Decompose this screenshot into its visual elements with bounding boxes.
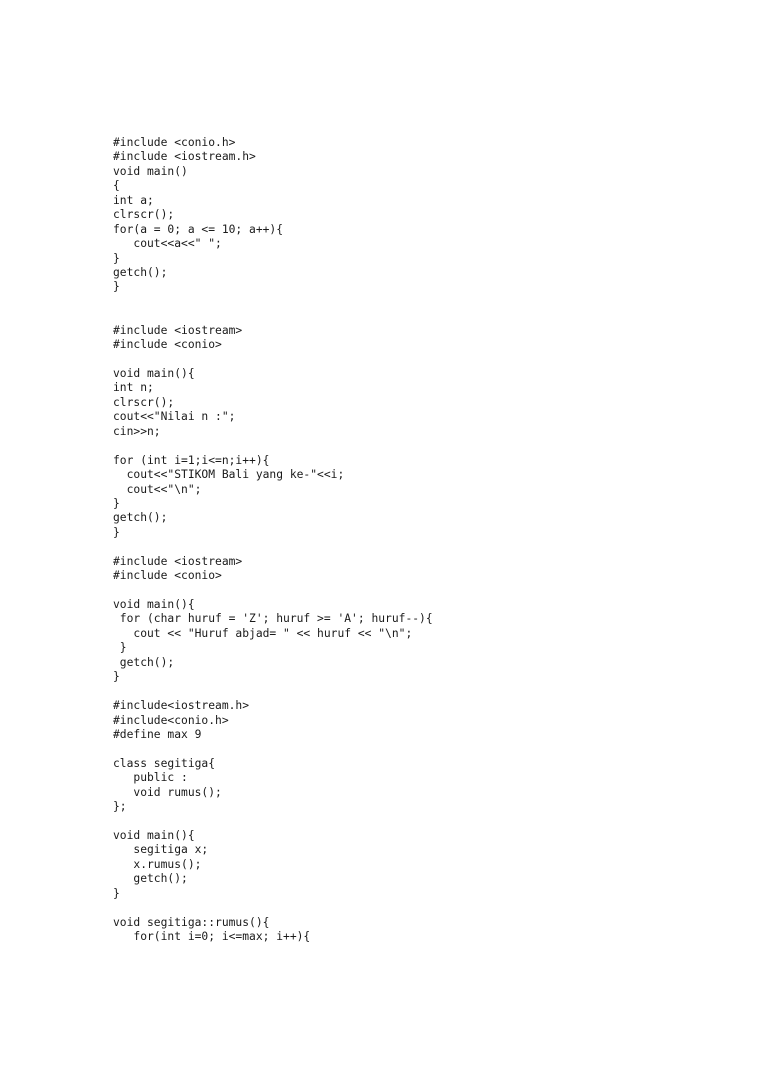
code-line: };	[113, 800, 127, 814]
code-line: #include <conio.h>	[113, 136, 236, 149]
code-line: cout<<"\n";	[113, 482, 202, 496]
code-line: {	[113, 179, 120, 193]
code-line: void main(){	[113, 367, 195, 380]
code-line: }	[113, 525, 120, 539]
code-line: cout<<a<<" ";	[113, 237, 222, 251]
code-line	[113, 901, 433, 915]
code-line: #include<iostream.h>	[113, 699, 250, 713]
code-line: for (int i=1;i<=n;i++){	[113, 453, 270, 467]
code-line: void main()	[113, 164, 188, 178]
code-line: void segitiga::rumus(){	[113, 915, 270, 929]
code-line: }	[113, 496, 120, 510]
code-line	[113, 742, 433, 756]
code-line: }	[113, 886, 120, 900]
code-line: }	[113, 251, 120, 265]
code-line: for (char huruf = 'Z'; huruf >= 'A'; huruf--){	[113, 612, 433, 626]
code-line: cout << "Huruf abjad= " << huruf << "\n";	[113, 626, 413, 640]
code-line	[113, 309, 433, 323]
code-line: }	[113, 641, 127, 655]
code-line: #include <conio>	[113, 338, 222, 352]
code-line	[113, 540, 433, 554]
code-line	[113, 295, 433, 309]
code-line: clrscr();	[113, 208, 175, 222]
code-line: void rumus();	[113, 785, 222, 799]
code-line: for(int i=0; i<=max; i++){	[113, 930, 311, 944]
code-line: #include <conio>	[113, 569, 222, 583]
code-line: cout<<"STIKOM Bali yang ke-"<<i;	[113, 468, 345, 482]
code-line: x.rumus();	[113, 857, 202, 871]
code-listing	[113, 136, 433, 945]
code-line: getch();	[113, 511, 168, 525]
code-line: for(a = 0; a <= 10; a++){	[113, 222, 284, 236]
code-line: #include <iostream>	[113, 554, 243, 568]
code-line: #include<conio.h>	[113, 713, 229, 727]
code-line: void main(){	[113, 829, 195, 842]
code-line: segitiga x;	[113, 843, 209, 857]
code-line: #include <iostream>	[113, 323, 243, 337]
code-line: }	[113, 280, 120, 294]
code-line	[113, 685, 433, 699]
code-line	[113, 353, 433, 367]
code-line: int n;	[113, 381, 154, 395]
code-line	[113, 584, 433, 598]
code-line: cin>>n;	[113, 424, 161, 438]
code-line: cout<<"Nilai n :";	[113, 410, 236, 424]
code-line: void main(){	[113, 598, 195, 611]
code-line: int a;	[113, 193, 154, 207]
code-line: #include <iostream.h>	[113, 150, 256, 164]
code-line: public :	[113, 771, 188, 785]
code-line: #define max 9	[113, 727, 202, 741]
code-line: getch();	[113, 265, 168, 279]
code-line: clrscr();	[113, 395, 175, 409]
code-line: }	[113, 670, 120, 684]
code-line: getch();	[113, 655, 175, 669]
code-line: class segitiga{	[113, 756, 216, 770]
code-line: getch();	[113, 872, 188, 886]
code-line	[113, 439, 433, 453]
code-line	[113, 815, 433, 829]
